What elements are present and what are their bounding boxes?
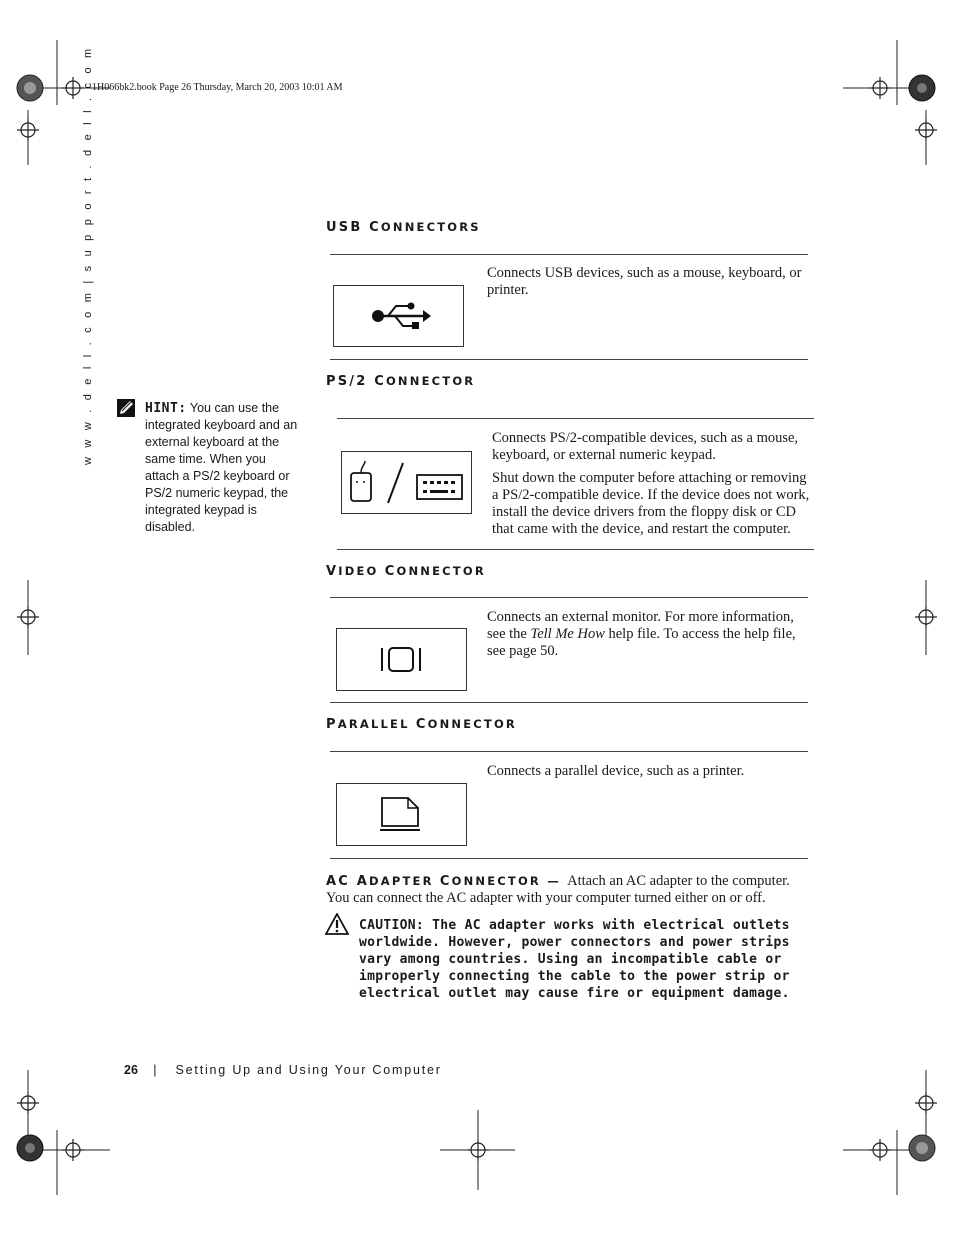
sidebar-url-text: w w w . d e l l . c o m | s u p p o r t . d e l l . c o m bbox=[82, 45, 94, 465]
ps2-title-rest: ONNECTOR bbox=[385, 374, 476, 388]
divider bbox=[337, 549, 814, 550]
ps2-title-caps: PS/2 C bbox=[326, 374, 386, 389]
ac-title-dash: — bbox=[541, 874, 568, 888]
note-pencil-icon bbox=[116, 398, 136, 418]
caution-text: CAUTION: The AC adapter works with electrical outlets worldwide. However, power connectors and power strips vary among countries. Using an incompatible cable or improperly connecting the cable to the power strip or electrical outlet may cause fire or equipment damage. bbox=[359, 918, 790, 1001]
ac-title-rest2: ONNECTOR bbox=[451, 874, 541, 888]
video-title-rest1: IDEO bbox=[338, 564, 385, 578]
video-title-cap1: V bbox=[326, 564, 339, 579]
warning-triangle-icon bbox=[325, 913, 349, 935]
video-text-after: help file. To access the help file, see page 50. bbox=[487, 626, 796, 659]
ac-title-cap2: C bbox=[439, 874, 452, 889]
parallel-description: Connects a parallel device, such as a printer. bbox=[487, 763, 745, 779]
video-section-title bbox=[326, 564, 486, 579]
ac-title-rest1: DAPTER bbox=[369, 874, 440, 888]
mouse-keyboard-icon bbox=[341, 451, 472, 514]
ac-title-cap1: AC A bbox=[326, 874, 369, 889]
hint-label: HINT: bbox=[145, 401, 187, 416]
ps2-description-1: Connects PS/2-compatible devices, such as a mouse, keyboard, or external numeric keypad. bbox=[492, 430, 799, 463]
divider bbox=[330, 751, 808, 752]
usb-title-caps: USB C bbox=[326, 220, 381, 235]
ac-section-title bbox=[326, 874, 567, 888]
book-info-header: 1H066bk2.book Page 26 Thursday, March 20, 2003 10:01 AM bbox=[92, 82, 343, 93]
video-port-icon bbox=[336, 628, 467, 691]
usb-icon-box bbox=[333, 285, 464, 347]
tell-me-how-reference: Tell Me How bbox=[530, 626, 605, 642]
usb-section-title bbox=[326, 220, 481, 235]
hint-block bbox=[145, 400, 300, 536]
chapter-title: Setting Up and Using Your Computer bbox=[175, 1063, 442, 1077]
ac-adapter-paragraph bbox=[326, 873, 810, 907]
ac-description: Attach an AC adapter to the computer. You can connect the AC adapter with your computer turned either on or off. bbox=[326, 873, 790, 906]
divider bbox=[337, 418, 814, 419]
divider bbox=[330, 858, 808, 859]
video-title-rest2: ONNECTOR bbox=[396, 564, 486, 578]
footer-separator: | bbox=[153, 1063, 159, 1077]
sidebar-url bbox=[82, 45, 102, 465]
divider bbox=[330, 597, 808, 598]
video-text-before: Connects an external monitor. For more information, see the bbox=[487, 609, 794, 642]
parallel-title-cap1: P bbox=[326, 717, 338, 732]
page-number: 26 bbox=[124, 1063, 138, 1077]
usb-description: Connects USB devices, such as a mouse, keyboard, or printer. bbox=[487, 265, 802, 298]
parallel-title-rest2: ONNECTOR bbox=[427, 717, 517, 731]
divider bbox=[330, 702, 808, 703]
video-icon-box bbox=[336, 628, 467, 691]
divider bbox=[330, 254, 808, 255]
page-footer bbox=[124, 1063, 442, 1077]
parallel-title-rest1: ARALLEL bbox=[337, 717, 416, 731]
ps2-description-2: Shut down the computer before attaching or removing a PS/2-compatible device. If the device does not work, install the device drivers from the floppy disk or CD that came with the device, and restart the computer. bbox=[492, 470, 810, 537]
printer-page-icon bbox=[336, 783, 467, 846]
usb-icon bbox=[333, 285, 464, 347]
parallel-title-cap2: C bbox=[415, 717, 428, 732]
ps2-description bbox=[492, 430, 810, 538]
ps2-section-title bbox=[326, 374, 475, 389]
divider bbox=[330, 359, 808, 360]
usb-title-rest: ONNECTORS bbox=[380, 220, 481, 234]
hint-text: You can use the integrated keyboard and an external keyboard at the same time. When you attach a PS/2 keyboard or PS/2 numeric keypad, the integrated keypad is disabled. bbox=[145, 401, 298, 534]
video-title-cap2: C bbox=[384, 564, 397, 579]
ps2-icon-box bbox=[341, 451, 472, 514]
parallel-section-title bbox=[326, 717, 517, 732]
parallel-icon-box bbox=[336, 783, 467, 846]
video-description bbox=[487, 609, 807, 660]
